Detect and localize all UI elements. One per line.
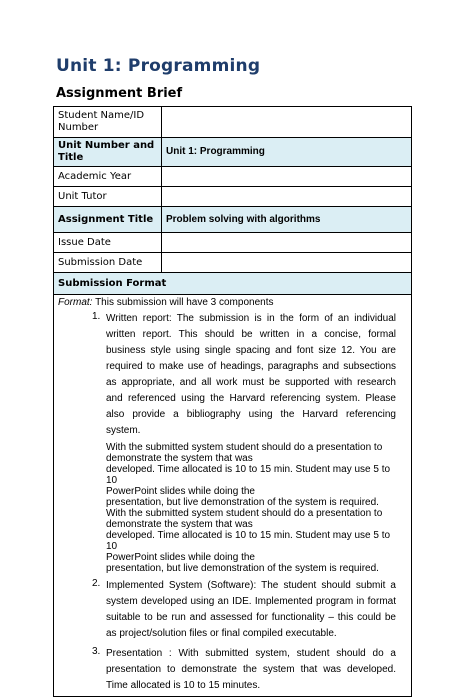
note-line: presentation, but live demonstration of the system is required.	[106, 497, 379, 508]
table-row	[54, 107, 412, 138]
row-label-unit-tutor: Unit Tutor	[54, 187, 162, 207]
row-value-academic-year	[162, 167, 412, 187]
item-text: Presentation : With submitted system, student should do a presentation to demonstrate the system that was developed. Time allocated is 10 to 15 minutes.	[106, 648, 396, 691]
table-row	[54, 273, 412, 295]
assignment-brief-table	[53, 106, 412, 697]
row-label-assignment-title: Assignment Title	[54, 207, 162, 233]
note-line: presentation, but live demonstration of the system is required.	[106, 563, 379, 574]
row-value-unit-tutor	[162, 187, 412, 207]
note-line: PowerPoint slides while doing the	[106, 552, 255, 563]
table-row	[54, 253, 412, 273]
table-row	[54, 187, 412, 207]
format-label: Format:	[58, 297, 93, 308]
document-subtitle: Assignment Brief	[56, 86, 183, 101]
submission-components-list	[58, 311, 407, 694]
note-line: With the submitted system student should do a presentation to	[106, 442, 383, 453]
item-number: 1.	[92, 311, 101, 322]
row-value-submission-date	[162, 253, 412, 273]
note-line: developed. Time allocated is 10 to 15 min. Student may use 5 to 10	[106, 530, 391, 552]
row-value-assignment-title: Problem solving with algorithms	[162, 207, 412, 233]
list-item	[58, 646, 407, 694]
item-text: Written report: The submission is in the form of an individual written report. This should be written in a concise, formal business style using single spacing and font size 12. You are required to make use of headings, paragraphs and subsections as appropriate, and all work must be supported with research and referenced using the Harvard referencing system. Please also provide a bibliography using the Harvard referencing system.	[106, 313, 396, 436]
note-line: PowerPoint slides while doing the	[106, 486, 255, 497]
table-row	[54, 138, 412, 167]
submission-format-header: Submission Format	[54, 273, 412, 295]
note-line: demonstrate the system that was	[106, 453, 253, 464]
row-label-submission-date: Submission Date	[54, 253, 162, 273]
note-line: demonstrate the system that was	[106, 519, 253, 530]
table-row	[54, 207, 412, 233]
table-row	[54, 295, 412, 697]
row-value-issue-date	[162, 233, 412, 253]
submission-format-content	[54, 295, 412, 697]
note-line: developed. Time allocated is 10 to 15 min. Student may use 5 to 10	[106, 464, 391, 486]
row-value-unit-number: Unit 1: Programming	[162, 138, 412, 167]
row-value-student-name	[162, 107, 412, 138]
list-item	[58, 311, 407, 574]
presentation-note	[106, 442, 396, 574]
list-item	[58, 578, 407, 642]
document-title: Unit 1: Programming	[56, 56, 261, 76]
row-label-academic-year: Academic Year	[54, 167, 162, 187]
table-row	[54, 167, 412, 187]
note-line: With the submitted system student should do a presentation to	[106, 508, 383, 519]
row-label-issue-date: Issue Date	[54, 233, 162, 253]
row-label-student-name: Student Name/ID Number	[54, 107, 162, 138]
item-text: Implemented System (Software): The student should submit a system developed using an IDE. Implemented program in format suitable to be run and assessed for functionality – this could be as project/solution files or final compiled executable.	[106, 580, 396, 639]
format-text: This submission will have 3 components	[95, 297, 274, 308]
item-body	[106, 311, 396, 574]
table-row	[54, 233, 412, 253]
format-line	[58, 297, 407, 309]
item-number: 2.	[92, 578, 101, 589]
row-label-unit-number: Unit Number and Title	[54, 138, 162, 167]
item-number: 3.	[92, 646, 101, 657]
